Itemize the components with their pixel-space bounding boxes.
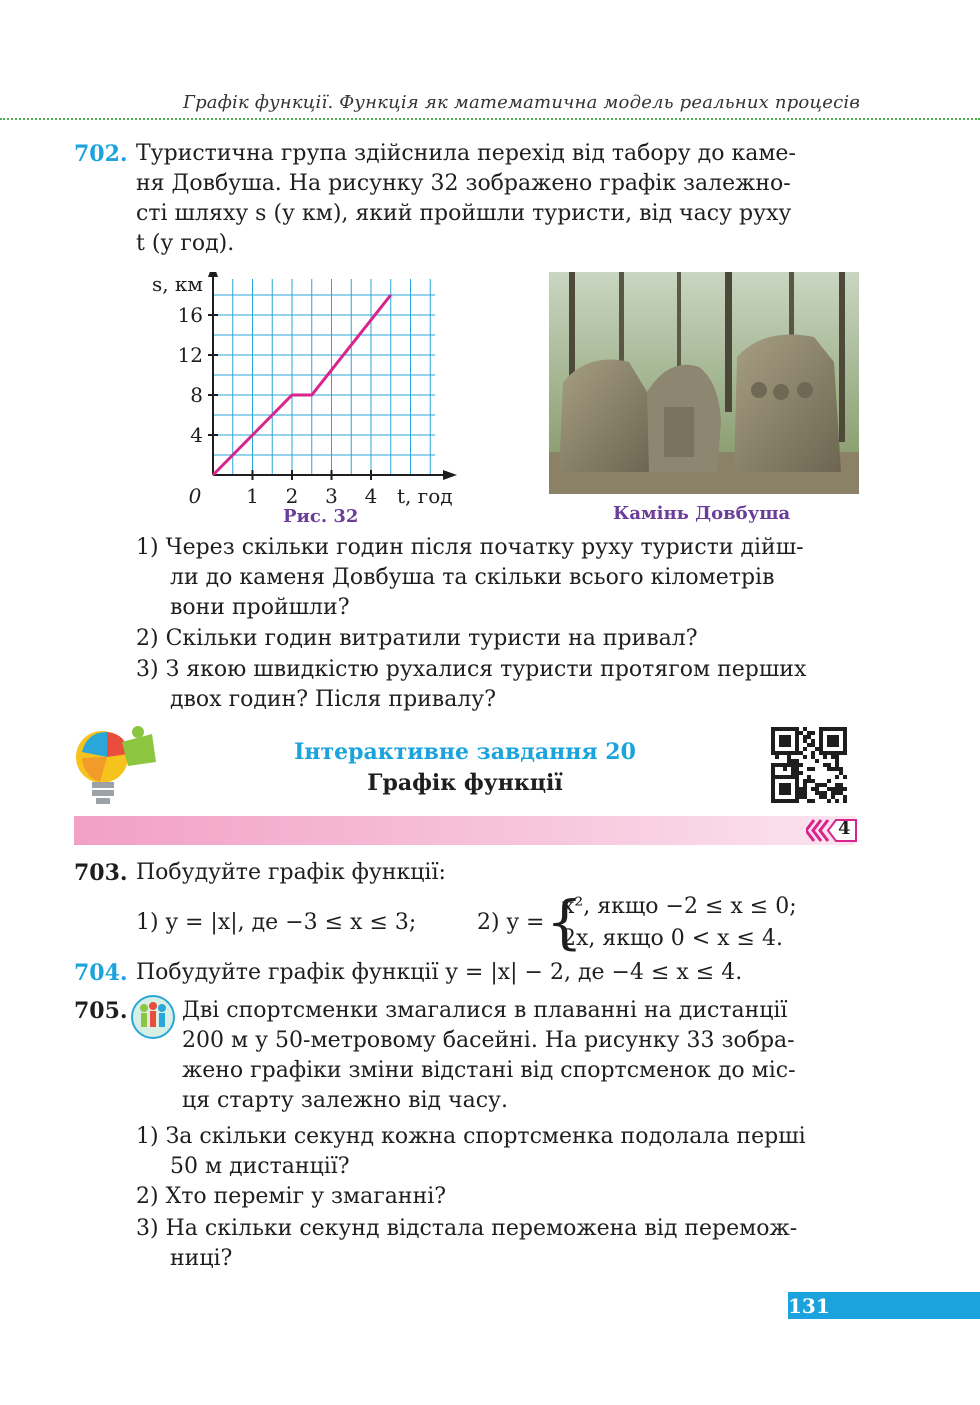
q702-1-line-3: вони пройшли? <box>170 595 350 620</box>
interactive-task-subtitle: Графік функції <box>367 770 563 796</box>
problem-704-number: 704. <box>74 960 128 986</box>
q705-2: 2) Хто переміг у змаганні? <box>136 1184 447 1209</box>
qr-code-icon[interactable] <box>771 727 847 807</box>
q702-1-line-1: 1) Через скільки годин після початку руху туристи дійш- <box>136 535 804 560</box>
x-tick-label: 4 <box>364 484 378 508</box>
interactive-task-title: Інтерактивне завдання 20 <box>294 739 636 765</box>
group-work-icon <box>130 994 176 1044</box>
q705-3-line-1: 3) На скільки секунд відстала переможена від перемож- <box>136 1216 798 1241</box>
page-number: 131 <box>788 1294 830 1318</box>
q705-1-line-1: 1) За скільки секунд кожна спортсменка подолала перші <box>136 1124 806 1149</box>
chart-caption: Рис. 32 <box>283 506 359 527</box>
problem-702-line-2: ня Довбуша. На рисунку 32 зображено графік залежно- <box>136 171 791 196</box>
running-title: Графік функції. Функція як математична модель реальних процесів <box>182 92 860 113</box>
problem-702-line-1: Туристична група здійснила перехід від табору до каме- <box>136 141 796 166</box>
problem-705-line-2: 200 м у 50-метровому басейні. На рисунку 33 зобра- <box>182 1028 795 1053</box>
interactive-divider-bar <box>74 816 856 845</box>
distance-time-chart <box>140 272 470 508</box>
q702-1-line-2: ли до каменя Довбуша та скільки всього кілометрів <box>170 565 775 590</box>
problem-705-line-3: жено графіки зміни відстані від спортсменок до міс- <box>182 1058 796 1083</box>
problem-702-line-3: сті шляху s (у км), який пройшли туристи, від часу руху <box>136 201 792 226</box>
problem-702-number: 702. <box>74 141 128 167</box>
dovbush-stone-photo <box>549 272 859 494</box>
page-number-bar <box>788 1292 980 1319</box>
q702-3-line-1: 3) З якою швидкістю рухалися туристи протягом перших <box>136 657 807 682</box>
x-tick-label: 2 <box>285 484 299 508</box>
piecewise-brace: { <box>546 888 583 956</box>
x-tick-label: 3 <box>325 484 338 508</box>
dotted-divider <box>0 118 980 120</box>
photo-caption: Камінь Довбуша <box>613 503 791 524</box>
x-axis-label: t, год <box>397 484 453 508</box>
y-tick-label: 16 <box>177 303 203 327</box>
series-line <box>213 295 391 475</box>
y-tick-label: 12 <box>177 343 203 367</box>
y-tick-label: 8 <box>190 383 203 407</box>
problem-705-number: 705. <box>74 998 128 1024</box>
y-axis-label: s, км <box>151 272 203 296</box>
origin-label: 0 <box>188 484 202 508</box>
problem-703-case-1: x², якщо −2 ≤ x ≤ 0; <box>562 894 797 919</box>
chevron-badge-number: 4 <box>838 818 851 839</box>
problem-705-line-1: Дві спортсменки змагалися в плаванні на дистанції <box>182 998 788 1023</box>
problem-703-item-1: 1) y = |x|, де −3 ≤ x ≤ 3; <box>136 910 417 935</box>
q702-2: 2) Скільки годин витратили туристи на привал? <box>136 626 698 651</box>
problem-703-number: 703. <box>74 860 128 886</box>
y-tick-label: 4 <box>190 423 203 447</box>
q702-3-line-2: двох годин? Після привалу? <box>170 687 497 712</box>
problem-704-text: Побудуйте графік функції y = |x| − 2, де −4 ≤ x ≤ 4. <box>136 960 743 985</box>
problem-705-line-4: ця старту залежно від часу. <box>182 1088 508 1113</box>
problem-703-item-2-prefix: 2) y = <box>477 910 545 935</box>
problem-702-line-4: t (у год). <box>136 231 235 256</box>
y-axis-arrow <box>208 272 218 277</box>
q705-1-line-2: 50 м дистанції? <box>170 1154 350 1179</box>
lightbulb-puzzle-icon <box>72 722 162 816</box>
problem-703-text: Побудуйте графік функції: <box>136 860 446 885</box>
problem-703-case-2: 2x, якщо 0 < x ≤ 4. <box>562 926 783 951</box>
x-axis-arrow <box>443 470 457 480</box>
q705-3-line-2: ниці? <box>170 1246 233 1271</box>
x-tick-label: 1 <box>246 484 259 508</box>
